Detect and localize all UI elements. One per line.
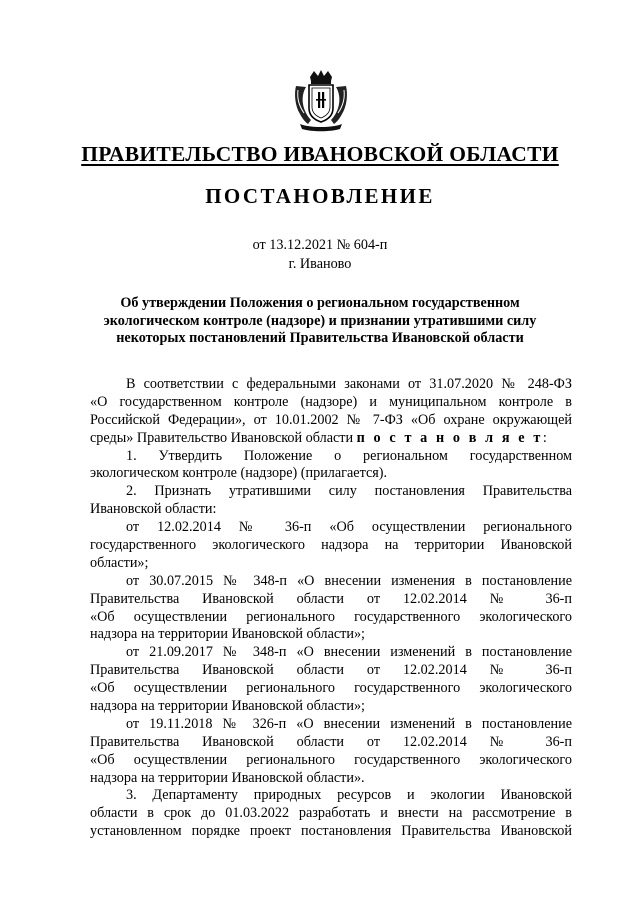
body-line [90, 430, 572, 448]
body-line: «Об осуществлении регионального государственного экологического [90, 751, 572, 768]
body-line: 2. Признать утратившими силу постановления Правительства [126, 483, 572, 500]
coat-of-arms-icon [292, 68, 350, 132]
body-line: от 21.09.2017 № 348-п «О внесении изменений в постановление [126, 644, 572, 661]
body-line: 3. Департаменту природных ресурсов и экологии Ивановской [126, 787, 572, 804]
body-line: Ивановской области: [90, 501, 217, 518]
body-line: от 30.07.2015 № 348-п «О внесении изменения в постановление [126, 572, 572, 589]
body-line: Правительства Ивановской области от 12.02.2014 № 36-п [90, 590, 572, 607]
city: г. Иваново [288, 256, 352, 272]
government-title: ПРАВИТЕЛЬСТВО ИВАНОВСКОЙ ОБЛАСТИ [81, 142, 559, 166]
body-line: Российской Федерации», от 10.01.2002 № 7-ФЗ «Об охране окружающей [90, 411, 572, 428]
body-line: В соответствии с федеральными законами от 31.07.2020 № 248-ФЗ [126, 376, 572, 392]
body-line: надзора на территории Ивановской области»; [90, 698, 365, 715]
body-line: экологическом контроле (надзоре) (прилагается). [90, 465, 388, 482]
body-line: области»; [90, 554, 149, 571]
document-subject [66, 295, 574, 348]
body-line: надзора на территории Ивановской области»; [90, 626, 365, 643]
date-number: от 13.12.2021 № 604-п [252, 237, 388, 253]
body-line: государственного экологического надзора на территории Ивановской [90, 537, 572, 554]
subject-line: некоторых постановлений Правительства Ивановской области [116, 330, 524, 347]
subject-line: экологическом контроле (надзоре) и признании утратившими силу [103, 312, 537, 329]
document-type: ПОСТАНОВЛЕНИЕ [205, 184, 435, 208]
body-text: среды» Правительство Ивановской области [90, 429, 354, 446]
body-line: области в срок до 01.03.2022 разработать и внести на рассмотрение в [90, 805, 572, 822]
resolves-word: п о с т а н о в л я е т [356, 429, 543, 446]
subject-line: Об утверждении Положения о региональном государственном [120, 295, 520, 311]
body-line: Правительства Ивановской области от 12.02.2014 № 36-п [90, 662, 572, 679]
body-line: «Об осуществлении регионального государственного экологического [90, 680, 572, 697]
body-line: от 12.02.2014 № 36-п «Об осуществлении регионального [126, 519, 572, 536]
body-line: надзора на территории Ивановской области». [90, 769, 365, 786]
body-text: : [542, 429, 547, 446]
body-line: установленном порядке проект постановления Правительства Ивановской [90, 823, 572, 840]
body-line: Правительства Ивановской области от 12.02.2014 № 36-п [90, 733, 572, 750]
body-line: «О государственном контроле (надзоре) и муниципальном контроле в [90, 393, 572, 410]
body-line: от 19.11.2018 № 326-п «О внесении изменений в постановление [126, 715, 572, 732]
body-line: «Об осуществлении регионального государственного экологического [90, 608, 572, 625]
body-line: 1. Утвердить Положение о региональном государственном [126, 447, 572, 464]
document-body [90, 376, 572, 841]
